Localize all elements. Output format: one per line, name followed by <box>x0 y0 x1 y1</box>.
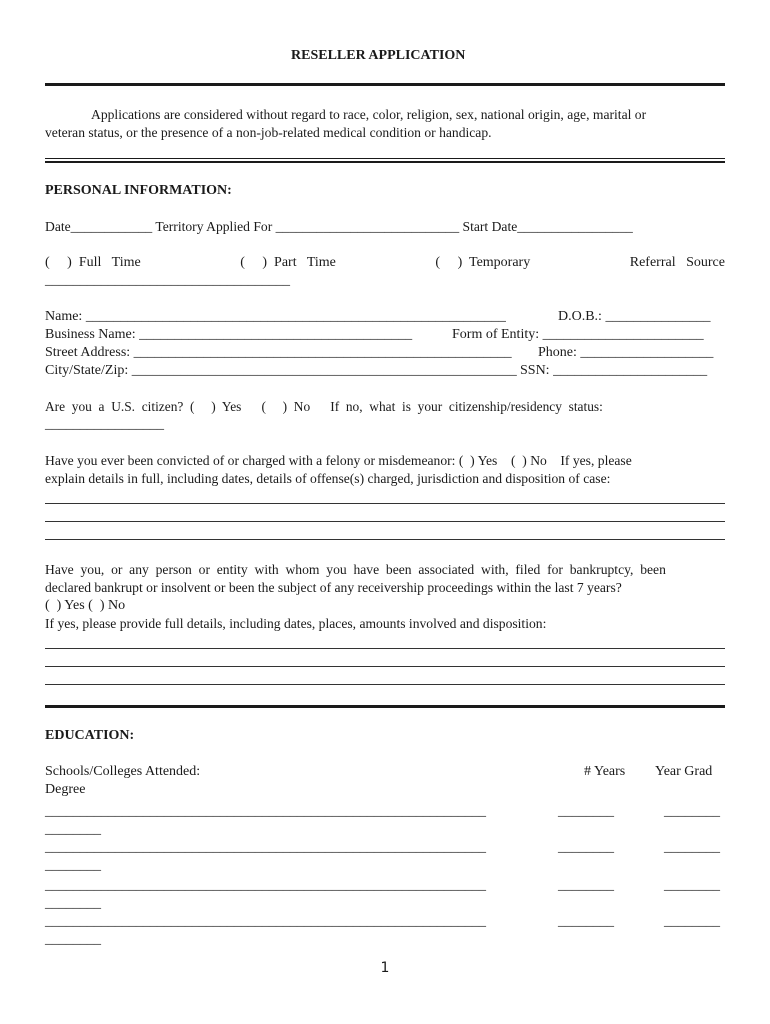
part-time-option[interactable]: ( ) Part Time <box>240 255 336 270</box>
year-grad-column-label: Year Grad <box>655 764 713 779</box>
form-of-entity-field[interactable]: Form of Entity: _______________________ <box>452 327 704 342</box>
phone-field[interactable]: Phone: ___________________ <box>538 345 714 360</box>
city-state-zip-field[interactable]: City/State/Zip: _______________________________________________________ <box>45 363 517 378</box>
referral-source-field[interactable]: ___________________________________ <box>45 273 290 288</box>
education-school-field[interactable]: _______________________________________________________________ <box>45 914 486 929</box>
bankruptcy-question-line-2: declared bankrupt or insolvent or been the subject of any receivership proceedings within the last 7 years? <box>45 580 622 595</box>
education-grad-field[interactable]: ________ <box>664 878 720 893</box>
felony-answer-line-1[interactable] <box>45 503 725 504</box>
education-divider <box>45 705 725 708</box>
years-column-label: # Years <box>584 764 626 779</box>
education-degree-field[interactable]: ________ <box>45 932 101 947</box>
education-years-field[interactable]: ________ <box>558 840 614 855</box>
referral-source-label: Referral Source <box>629 255 725 270</box>
education-school-field[interactable]: _______________________________________________________________ <box>45 878 486 893</box>
notice-line-2: veteran status, or the presence of a non-job-related medical condition or handicap. <box>45 125 492 140</box>
notice-divider-bottom <box>45 161 725 163</box>
bankruptcy-yes-no[interactable]: ( ) Yes ( ) No <box>45 598 126 613</box>
page-number: 1 <box>380 960 390 976</box>
full-time-option[interactable]: ( ) Full Time <box>45 255 141 270</box>
bankruptcy-answer-line-2[interactable] <box>45 666 725 667</box>
notice-divider-top <box>45 158 725 159</box>
education-grad-field[interactable]: ________ <box>664 914 720 929</box>
felony-question-line-2: explain details in full, including dates, details of offense(s) charged, jurisdiction and disposition of case: <box>45 471 611 486</box>
education-years-field[interactable]: ________ <box>558 878 614 893</box>
education-degree-field[interactable]: ________ <box>45 896 101 911</box>
felony-answer-line-3[interactable] <box>45 539 725 540</box>
education-degree-field[interactable]: ________ <box>45 858 101 873</box>
employment-type-row <box>45 254 725 272</box>
education-grad-field[interactable]: ________ <box>664 840 720 855</box>
title-divider <box>45 83 725 86</box>
page-title: RESELLER APPLICATION <box>291 48 466 63</box>
felony-question-line-1: Have you ever been convicted of or charged with a felony or misdemeanor: ( ) Yes ( ) No If yes, please <box>45 453 632 468</box>
citizenship-status-field[interactable]: _________________ <box>45 417 164 432</box>
business-name-field[interactable]: Business Name: _______________________________________ <box>45 327 413 342</box>
bankruptcy-question-line-3: If yes, please provide full details, including dates, places, amounts involved and disposition: <box>45 616 547 631</box>
degree-label: Degree <box>45 782 86 797</box>
citizenship-question: Are you a U.S. citizen? ( ) Yes ( ) No If no, what is your citizenship/residency status: <box>45 399 603 414</box>
notice-line-1: Applications are considered without regard to race, color, religion, sex, national origin, age, marital or <box>91 107 647 122</box>
education-grad-field[interactable]: ________ <box>664 804 720 819</box>
date-territory-field[interactable]: Date____________ Territory Applied For ___________________________ Start Date_________________ <box>45 219 633 234</box>
bankruptcy-answer-line-1[interactable] <box>45 648 725 649</box>
dob-field[interactable]: D.O.B.: _______________ <box>558 309 711 324</box>
education-school-field[interactable]: _______________________________________________________________ <box>45 840 486 855</box>
education-heading: EDUCATION: <box>45 728 135 743</box>
bankruptcy-question-line-1: Have you, or any person or entity with whom you have been associated with, filed for bankruptcy, been <box>45 562 666 577</box>
street-address-field[interactable]: Street Address: ______________________________________________________ <box>45 345 512 360</box>
felony-answer-line-2[interactable] <box>45 521 725 522</box>
temporary-option[interactable]: ( ) Temporary <box>435 255 531 270</box>
education-years-field[interactable]: ________ <box>558 804 614 819</box>
personal-info-heading: PERSONAL INFORMATION: <box>45 183 232 198</box>
education-degree-field[interactable]: ________ <box>45 822 101 837</box>
schools-attended-label: Schools/Colleges Attended: <box>45 764 201 779</box>
ssn-field[interactable]: SSN: ______________________ <box>520 363 708 378</box>
education-years-field[interactable]: ________ <box>558 914 614 929</box>
education-school-field[interactable]: _______________________________________________________________ <box>45 804 486 819</box>
bankruptcy-answer-line-3[interactable] <box>45 684 725 685</box>
name-field[interactable]: Name: ____________________________________________________________ <box>45 309 506 324</box>
